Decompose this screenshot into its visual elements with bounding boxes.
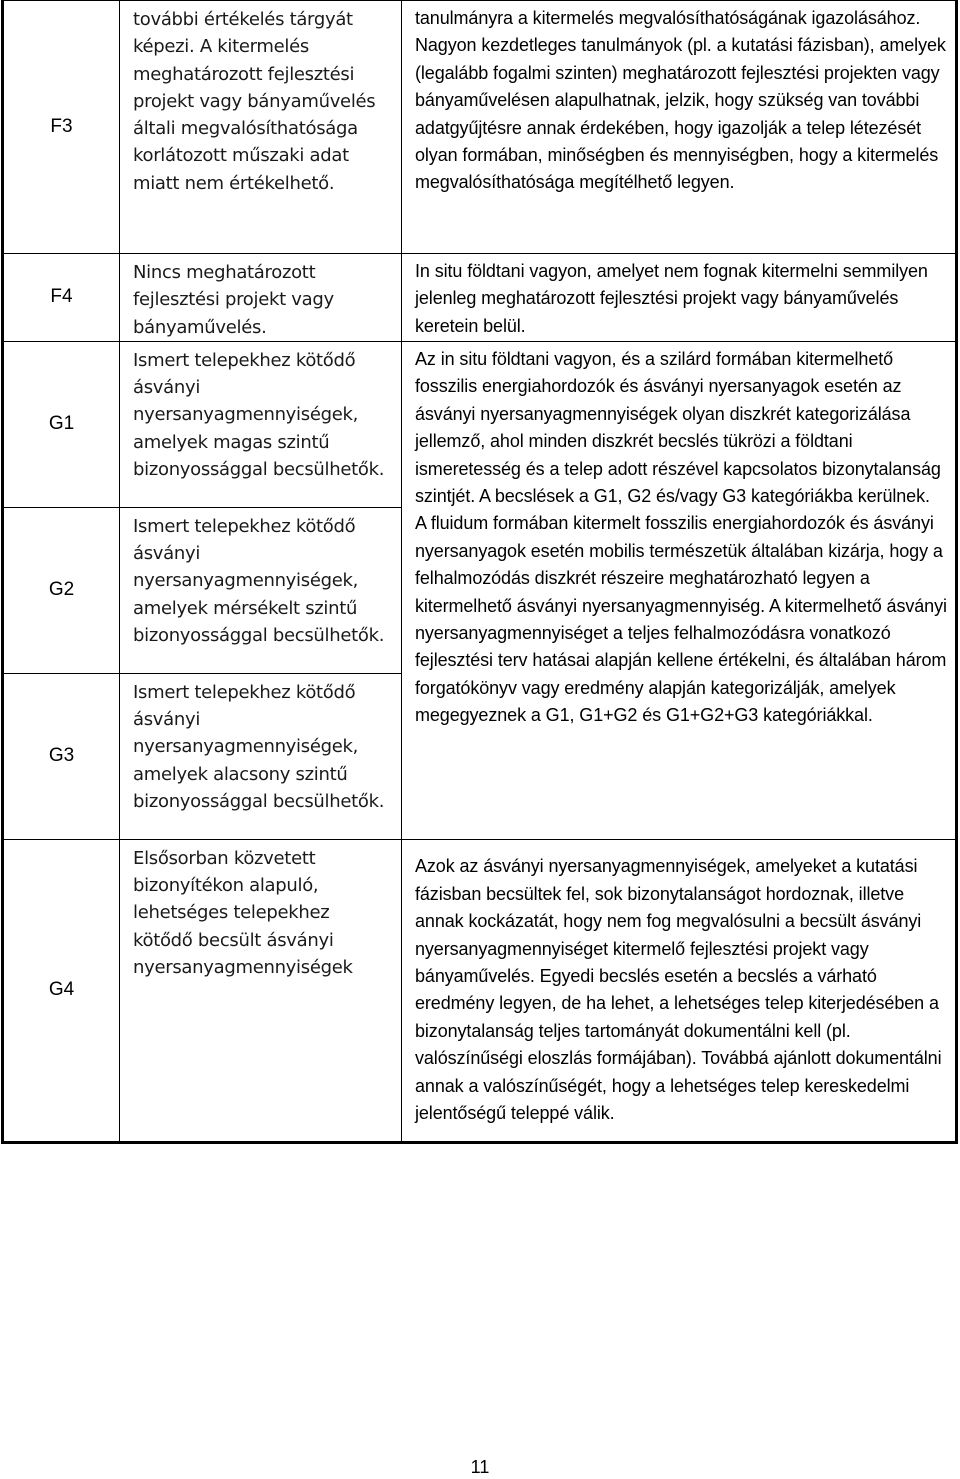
row-term: Ismert telepekhez kötődő ásványi nyersanyagmennyiségek, amelyek mérsékelt szintű bizonyossággal becsülhetők. xyxy=(120,507,402,673)
g-shared-description xyxy=(402,341,957,839)
page-number: 11 xyxy=(470,1457,490,1477)
row-code: G2 xyxy=(3,507,120,673)
table-row xyxy=(3,839,957,1142)
row-description: In situ földtani vagyon, amelyet nem fognak kitermelni semmilyen jelenleg meghatározott fejlesztési projekt vagy bányaművelés keretein belül. xyxy=(402,254,957,342)
g-description-part1: Az in situ földtani vagyon, és a szilárd formában kitermelhető fosszilis energiahordozók és ásványi nyersanyagok esetén az ásványi nyersanyagmennyiségek olyan diszkrét kategorizálása jellemző, ahol minden diszkrét becslés tükrözi a földtani ismeretesség és a telep adott részével kapcsolatos bizonytalanság szintjét. A becslések a G1, G2 és/vagy G3 kategóriákba kerülnek. xyxy=(415,348,941,506)
table-row xyxy=(3,254,957,342)
table-row xyxy=(3,1,957,254)
g-description-part2: A fluidum formában kitermelt fosszilis energiahordozók és ásványi nyersanyagok esetén mobilis természetük általában kizárja, hogy a felhalmozódás diszkrét részeire meghatározható legyen a kitermelhető ásványi nyersanyagmennyiség. A kitermelhető ásványi nyersanyagmennyiséget a teljes felhalmozódásra vonatkozó fejlesztési terv hatásai alapján kellene értékelni, és általában három forgatókönyv vagy eredmény alapján kategorizálják, amelyek megegyeznek a G1, G1+G2 és G1+G2+G3 kategóriákkal. xyxy=(415,513,947,726)
row-code: G3 xyxy=(3,673,120,839)
classification-table xyxy=(1,0,958,1144)
row-term: Ismert telepekhez kötődő ásványi nyersanyagmennyiségek, amelyek magas szintű bizonyossággal becsülhetők. xyxy=(120,341,402,507)
row-term: Ismert telepekhez kötődő ásványi nyersanyagmennyiségek, amelyek alacsony szintű bizonyossággal becsülhetők. xyxy=(120,673,402,839)
row-code: G1 xyxy=(3,341,120,507)
row-code: F3 xyxy=(3,1,120,254)
table-row xyxy=(3,341,957,507)
row-term: Elsősorban közvetett bizonyítékon alapuló, lehetséges telepekhez kötődő becsült ásványi nyersanyagmennyiségek xyxy=(120,839,402,1142)
row-term: Nincs meghatározott fejlesztési projekt vagy bányaművelés. xyxy=(120,254,402,342)
row-description: tanulmányra a kitermelés megvalósíthatóságának igazolásához. Nagyon kezdetleges tanulmányok (pl. a kutatási fázisban), amelyek (legalább fogalmi szinten) meghatározott fejlesztési projekten vagy bányaművelésen alapulhatnak, jelzik, hogy szükség van további adatgyűjtésre annak érdekében, hogy igazolják a telep létezését olyan formában, minőségben és mennyiségben, hogy a kitermelés megvalósíthatósága megítélhető legyen. xyxy=(402,1,957,254)
row-term: további értékelés tárgyát képezi. A kitermelés meghatározott fejlesztési projekt vagy bányaművelés általi megvalósíthatósága korlátozott műszaki adat miatt nem értékelhető. xyxy=(120,1,402,254)
row-description: Azok az ásványi nyersanyagmennyiségek, amelyeket a kutatási fázisban becsültek fel, sok bizonytalanságot hordoznak, illetve annak kockázatát, hogy nem fog megvalósulni a becsült ásványi nyersanyagmennyiséget kitermelő fejlesztési projekt vagy bányaművelés. Egyedi becslés esetén a becslés a várható eredmény legyen, de ha lehet, a lehetséges telep kiterjedésében a bizonytalanság teljes tartományát dokumentálni kell (pl. valószínűségi eloszlás formájában). Továbbá ajánlott dokumentálni annak a valószínűségét, hogy a lehetséges telep kereskedelmi jelentőségű teleppé válik. xyxy=(402,839,957,1142)
row-code: F4 xyxy=(3,254,120,342)
row-code: G4 xyxy=(3,839,120,1142)
